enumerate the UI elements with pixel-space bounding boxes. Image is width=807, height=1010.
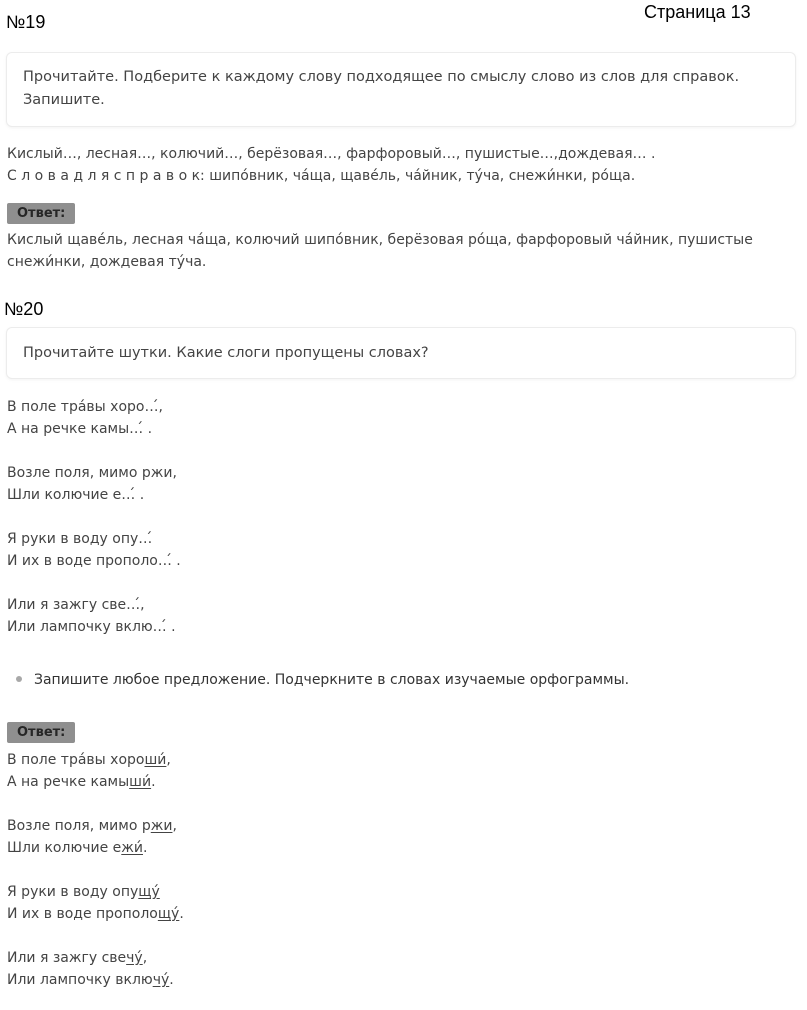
task-20-number: №20	[4, 299, 44, 319]
stanza-gap	[7, 440, 797, 462]
answer-line-punct: .	[169, 972, 174, 988]
answer-badge: Ответ:	[7, 203, 75, 224]
answer-line: Кислый щаве́ль, лесная ча́ща, колючий шипо́вник, берёзовая ро́ща, фарфоровый ча́йник, пушистые	[7, 232, 753, 248]
underlined-orthogram: жи́	[121, 840, 143, 856]
task-19-exercise	[7, 143, 797, 187]
task-19-answer	[7, 229, 797, 273]
answer-line	[7, 947, 797, 969]
page-number: Страница 13	[644, 2, 751, 22]
poem-line: В поле тра́вы хоро…́,	[7, 399, 163, 415]
underlined-orthogram: чу́	[152, 972, 170, 988]
stanza-gap	[7, 572, 797, 594]
stanza-gap	[7, 793, 797, 815]
answer-line-punct: .	[151, 774, 156, 790]
task-20-poem	[7, 396, 797, 638]
bullet-item	[16, 669, 629, 691]
answer-line-punct: ,	[172, 818, 177, 834]
answer-line-text: В поле тра́вы хоро	[7, 752, 145, 768]
answer-line	[7, 815, 797, 837]
poem-line: А на речке камы…́ .	[7, 421, 153, 437]
answer-line	[7, 969, 797, 991]
poem-line: Я руки в воду опу…́	[7, 531, 153, 547]
task-20-instruction: Прочитайте шутки. Какие слоги пропущены словах?	[23, 345, 429, 361]
poem-line: Или я зажгу све…́,	[7, 597, 145, 613]
exercise-line: Кислый…, лесная…, колючий…, берёзовая…, фарфоровый…, пушистые…,дождевая… .	[7, 146, 656, 162]
stanza-gap	[7, 859, 797, 881]
poem-line: И их в воде пропoло…́ .	[7, 553, 181, 569]
reference-words-line: С л о в а д л я с п р а в о к: шипо́вник, ча́ща, щаве́ль, ча́йник, ту́ча, снежи́нки, ро́ща.	[7, 168, 636, 184]
task-20-answer	[7, 749, 797, 991]
poem-line: Возле поля, мимо ржи,	[7, 465, 177, 481]
underlined-orthogram: щу́	[157, 906, 180, 922]
underlined-orthogram: ши́	[129, 774, 152, 790]
answer-line-text: Возле поля, мимо р	[7, 818, 151, 834]
answer-line-text: Или лампочку вклю	[7, 972, 153, 988]
answer-line-text: А на речке камы	[7, 774, 130, 790]
task-20-instruction-box	[6, 327, 796, 379]
bullet-text: Запишите любое предложение. Подчеркните в словах изучаемые орфограммы.	[34, 672, 630, 688]
answer-line-punct: ,	[142, 950, 148, 966]
stanza-gap	[7, 506, 797, 528]
answer-line-text: Я руки в воду опу	[7, 884, 139, 900]
answer-line	[7, 749, 797, 771]
stanza-gap	[7, 925, 797, 947]
answer-line-text: Шли колючие е	[7, 840, 122, 856]
underlined-orthogram: щу́	[138, 884, 160, 900]
task-19-number: №19	[6, 12, 46, 32]
answer-line-punct: ,	[166, 752, 171, 768]
answer-line-text: И их в воде прополо	[7, 906, 158, 922]
underlined-orthogram: ши́	[144, 752, 167, 768]
answer-line	[7, 903, 797, 925]
bullet-dot-icon	[16, 676, 22, 682]
answer-line	[7, 881, 797, 903]
task-19-instruction-box	[6, 52, 796, 127]
poem-line: Шли колючие е…́ .	[7, 487, 145, 503]
underlined-orthogram: жи	[150, 818, 173, 834]
answer-line: снежи́нки, дождевая ту́ча.	[7, 254, 207, 270]
answer-line	[7, 771, 797, 793]
answer-badge: Ответ:	[7, 722, 75, 743]
answer-line-text: Или я зажгу све	[7, 950, 127, 966]
answer-line-punct: .	[179, 906, 184, 922]
answer-line-punct: .	[143, 840, 148, 856]
poem-line: Или лампочку вклю…́ .	[7, 619, 176, 635]
task-19-instruction: Прочитайте. Подберите к каждому слову подходящее по смыслу слово из слов для справок. Запишите.	[23, 69, 740, 108]
answer-line	[7, 837, 797, 859]
underlined-orthogram: чу́	[126, 950, 143, 966]
